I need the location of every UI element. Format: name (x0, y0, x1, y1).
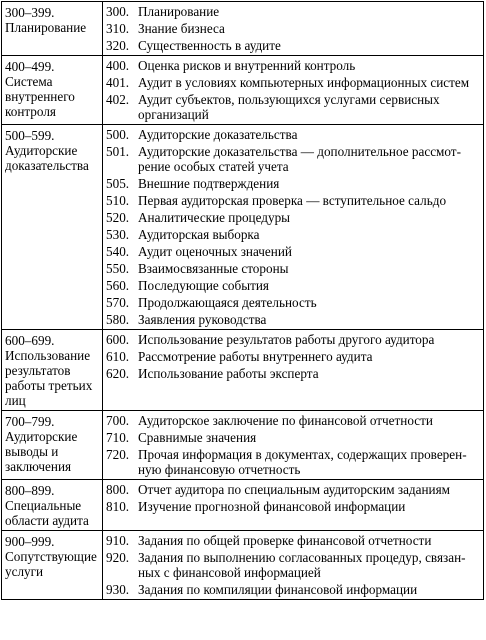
list-item (106, 4, 480, 19)
standards-table-body (2, 2, 484, 600)
item-text: Заявления руководства (138, 312, 267, 327)
list-item (106, 312, 480, 327)
item-text: Аудит субъектов, пользующихся услугами сервисных организаций (138, 92, 440, 122)
item-code: 810. (106, 499, 130, 514)
range-title: Аудиторские выводы и заключения (5, 429, 78, 474)
item-code: 930. (106, 582, 130, 597)
list-item (106, 499, 480, 514)
table-row (2, 2, 484, 56)
item-code: 620. (106, 366, 130, 381)
range-code: 900–999. (5, 534, 55, 549)
item-code: 560. (106, 278, 130, 293)
item-code: 510. (106, 193, 130, 208)
range-cell (2, 531, 103, 600)
list-item (106, 582, 480, 597)
range-cell (2, 480, 103, 531)
item-text: Аудиторское заключение по финансовой отчетности (138, 413, 433, 428)
items-cell (103, 2, 484, 56)
item-code: 320. (106, 38, 130, 53)
item-text: Отчет аудитора по специальным аудиторским заданиям (138, 482, 451, 497)
item-code: 710. (106, 430, 130, 445)
list-item (106, 75, 480, 90)
list-item (106, 58, 480, 73)
table-row (2, 480, 484, 531)
range-code: 600–699. (5, 333, 55, 348)
range-code: 500–599. (5, 128, 55, 143)
item-text: Прочая информация в документах, содержащих проверенную финансовую отчетность (138, 447, 467, 477)
item-code: 400. (106, 58, 130, 73)
table-row (2, 411, 484, 480)
list-item (106, 482, 480, 497)
items-cell (103, 480, 484, 531)
item-text: Планирование (138, 4, 220, 19)
table-row (2, 531, 484, 600)
range-code: 800–899. (5, 483, 55, 498)
list-item (106, 193, 480, 208)
item-text: Первая аудиторская проверка — вступительное сальдо (138, 193, 447, 208)
range-title: Сопутствующие услуги (5, 549, 97, 579)
list-item (106, 21, 480, 36)
list-item (106, 227, 480, 242)
item-text: Аудиторские доказательства (138, 127, 298, 142)
list-item (106, 447, 480, 477)
item-code: 401. (106, 75, 130, 90)
list-item (106, 366, 480, 381)
item-text: Задания по общей проверке финансовой отчетности (138, 533, 432, 548)
items-cell (103, 125, 484, 330)
range-title: Аудиторские доказательства (5, 143, 89, 173)
list-item (106, 349, 480, 364)
range-cell (2, 411, 103, 480)
list-item (106, 430, 480, 445)
item-code: 600. (106, 332, 130, 347)
range-title: Специальные области аудита (5, 498, 89, 528)
item-code: 501. (106, 144, 130, 159)
item-text: Использование работы эксперта (138, 366, 319, 381)
range-title: Планирование (5, 20, 87, 35)
item-code: 540. (106, 244, 130, 259)
item-text: Рассмотрение работы внутреннего аудита (138, 349, 373, 364)
list-item (106, 92, 480, 122)
item-code: 610. (106, 349, 130, 364)
item-text: Аудит в условиях компьютерных информационных систем (138, 75, 470, 90)
item-text: Аудиторская выборка (138, 227, 260, 242)
item-text: Продолжающаяся деятельность (138, 295, 317, 310)
item-text: Сравнимые значения (138, 430, 257, 445)
table-row (2, 56, 484, 125)
item-text: Знание бизнеса (138, 21, 225, 36)
item-text: Аудиторские доказательства — дополнительное рассмотрение особых статей учета (138, 144, 461, 174)
item-code: 500. (106, 127, 130, 142)
items-cell (103, 330, 484, 411)
table-row (2, 330, 484, 411)
item-code: 910. (106, 533, 130, 548)
item-text: Существенность в аудите (138, 38, 281, 53)
table-row (2, 125, 484, 330)
item-text: Оценка рисков и внутренний контроль (138, 58, 356, 73)
range-code: 300–399. (5, 5, 55, 20)
list-item (106, 295, 480, 310)
list-item (106, 176, 480, 191)
item-code: 580. (106, 312, 130, 327)
range-code: 400–499. (5, 59, 55, 74)
list-item (106, 533, 480, 548)
items-cell (103, 531, 484, 600)
items-cell (103, 56, 484, 125)
item-text: Взаимосвязанные стороны (138, 261, 289, 276)
range-cell (2, 2, 103, 56)
item-text: Изучение прогнозной финансовой информации (138, 499, 406, 514)
item-code: 300. (106, 4, 130, 19)
list-item (106, 413, 480, 428)
item-code: 570. (106, 295, 130, 310)
range-cell (2, 125, 103, 330)
item-code: 700. (106, 413, 130, 428)
item-code: 505. (106, 176, 130, 191)
item-code: 720. (106, 447, 130, 462)
list-item (106, 144, 480, 174)
item-code: 530. (106, 227, 130, 242)
item-text: Аналитические процедуры (138, 210, 291, 225)
range-cell (2, 330, 103, 411)
item-text: Использование результатов работы другого аудитора (138, 332, 435, 347)
item-code: 550. (106, 261, 130, 276)
item-text: Аудит оценочных значений (138, 244, 292, 259)
item-code: 520. (106, 210, 130, 225)
list-item (106, 210, 480, 225)
range-title: Использование результатов работы третьих лиц (5, 348, 93, 408)
item-code: 920. (106, 550, 130, 565)
range-title: Система внутреннего контроля (5, 74, 75, 119)
item-text: Задания по выполнению согласованных процедур, связанных с финансовой информацией (138, 550, 466, 580)
list-item (106, 550, 480, 580)
list-item (106, 38, 480, 53)
list-item (106, 332, 480, 347)
standards-table (1, 1, 484, 600)
range-cell (2, 56, 103, 125)
list-item (106, 244, 480, 259)
range-code: 700–799. (5, 414, 55, 429)
item-code: 310. (106, 21, 130, 36)
list-item (106, 127, 480, 142)
item-text: Внешние подтверждения (138, 176, 280, 191)
item-text: Задания по компиляции финансовой информации (138, 582, 418, 597)
list-item (106, 278, 480, 293)
list-item (106, 261, 480, 276)
items-cell (103, 411, 484, 480)
item-code: 800. (106, 482, 130, 497)
item-code: 402. (106, 92, 130, 107)
item-text: Последующие события (138, 278, 269, 293)
